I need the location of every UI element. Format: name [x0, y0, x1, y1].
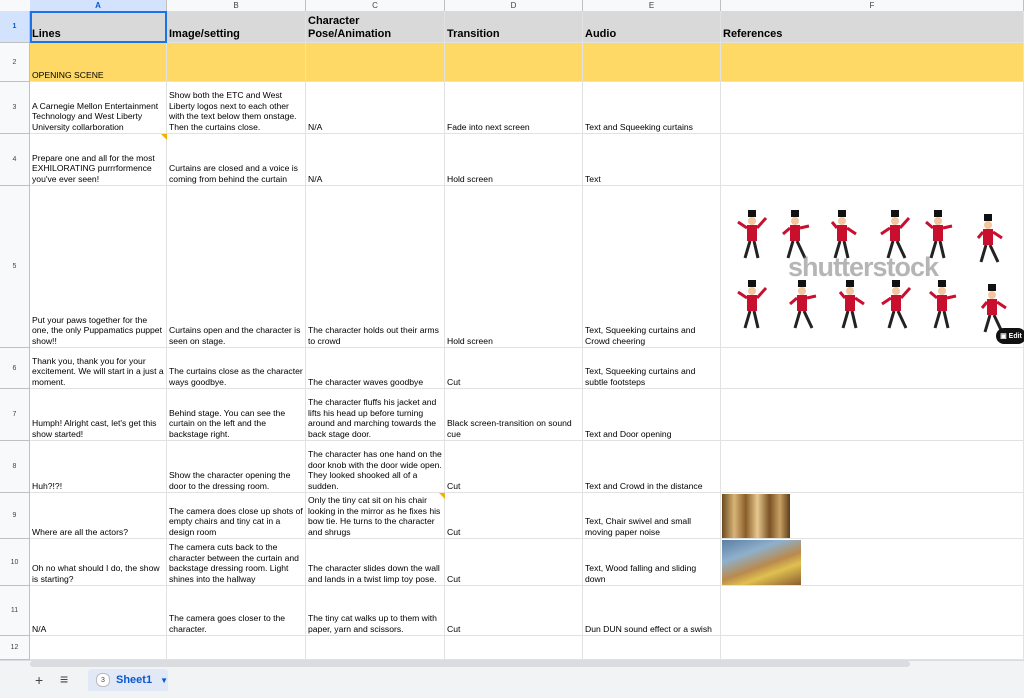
row-header-4[interactable]: 4	[0, 134, 30, 186]
cell-b-row-6[interactable]	[167, 348, 306, 389]
header-cell-pose[interactable]: Character Pose/Animation	[306, 11, 445, 43]
row-header-8[interactable]: 8	[0, 441, 30, 493]
cell-c-row-6[interactable]	[306, 348, 445, 389]
cell-e-row-3[interactable]	[583, 82, 721, 134]
cell-text: Cut	[447, 573, 461, 584]
cell-d-row-10[interactable]	[445, 539, 583, 586]
column-header-f[interactable]: F	[721, 0, 1024, 11]
cell-f-row-12[interactable]	[721, 636, 1024, 660]
cell-f-row-7[interactable]	[721, 389, 1024, 441]
cell-a-row-11[interactable]	[30, 586, 167, 636]
cell-text: Black screen-transition on sound cue	[447, 418, 572, 439]
edit-image-button[interactable]	[996, 328, 1024, 344]
ringmaster-figure	[978, 214, 1002, 262]
ringmaster-figure	[840, 280, 864, 328]
cell-e-row-5[interactable]	[583, 186, 721, 348]
cell-b-row-9[interactable]	[167, 493, 306, 539]
cell-text: The camera cuts back to the character between the curtain and backstage dressing room. Light shines into the hallway	[169, 542, 299, 584]
cell-e-row-4[interactable]	[583, 134, 721, 186]
row-header-1[interactable]: 1	[0, 11, 30, 43]
row-header-5[interactable]: 5	[0, 186, 30, 348]
cell-text: Curtains open and the character is seen on stage.	[169, 325, 301, 346]
cell-d-row-4[interactable]	[445, 134, 583, 186]
cell-text: N/A	[32, 623, 47, 634]
header-cell-audio[interactable]: Audio	[583, 11, 721, 43]
cell-d-row-5[interactable]	[445, 186, 583, 348]
section-cell[interactable]	[445, 43, 583, 82]
column-header-e[interactable]: E	[583, 0, 721, 11]
cell-c-row-7[interactable]	[306, 389, 445, 441]
sheet-tab-sheet1[interactable]	[88, 669, 168, 691]
cell-text: Text, Squeeking curtains and Crowd cheering	[585, 325, 696, 346]
ringmaster-figure	[790, 280, 816, 328]
edit-label: Edit	[1008, 332, 1022, 340]
cell-text: Huh?!?!	[32, 480, 63, 491]
cell-e-row-12[interactable]	[583, 636, 721, 660]
cell-f-row-8[interactable]	[721, 441, 1024, 493]
cell-d-row-6[interactable]	[445, 348, 583, 389]
cell-text: The camera goes closer to the character.	[169, 613, 286, 634]
ringmaster-figure	[882, 280, 910, 328]
cell-text: Cut	[447, 526, 461, 537]
ringmaster-figure	[926, 210, 952, 258]
comment-indicator[interactable]	[439, 493, 445, 499]
ringmaster-figure	[783, 210, 809, 258]
cell-e-row-7[interactable]	[583, 389, 721, 441]
cell-c-row-8[interactable]	[306, 441, 445, 493]
cell-d-row-8[interactable]	[445, 441, 583, 493]
sheet-badge: 3	[96, 673, 110, 687]
cell-text: Text	[585, 173, 601, 184]
ringmaster-figure	[832, 210, 856, 258]
cell-text: Where are all the actors?	[32, 526, 129, 537]
cell-text: The character waves goodbye	[308, 376, 424, 387]
cell-text: Prepare one and all for the most EXHILORATING purrrformence you've ever seen!	[32, 152, 155, 184]
section-cell[interactable]	[721, 43, 1024, 82]
cell-d-row-9[interactable]	[445, 493, 583, 539]
column-header-c[interactable]: C	[306, 0, 445, 11]
cell-a-row-6[interactable]	[30, 348, 167, 389]
cell-text: Show the character opening the door to the dressing room.	[169, 470, 291, 491]
cell-a-row-12[interactable]	[30, 636, 167, 660]
cell-c-row-9[interactable]	[306, 493, 445, 539]
sheet-tab-label: Sheet1	[116, 674, 153, 686]
cell-text: The tiny cat walks up to them with paper, yarn and scissors.	[308, 613, 437, 634]
cell-a-row-7[interactable]	[30, 389, 167, 441]
row-header-11[interactable]: 11	[0, 586, 30, 636]
cell-c-row-10[interactable]	[306, 539, 445, 586]
cell-c-row-5[interactable]	[306, 186, 445, 348]
cell-text: Curtains are closed and a voice is coming from behind the curtain	[169, 163, 298, 184]
cell-f-row-3[interactable]	[721, 82, 1024, 134]
header-cell-lines[interactable]: Lines	[30, 11, 167, 43]
cell-d-row-7[interactable]	[445, 389, 583, 441]
image-icon: ▣	[1000, 333, 1009, 340]
cell-e-row-10[interactable]	[583, 539, 721, 586]
cell-text: The camera does close up shots of empty chairs and tiny cat in a design room	[169, 505, 303, 537]
cell-e-row-6[interactable]	[583, 348, 721, 389]
cell-d-row-3[interactable]	[445, 82, 583, 134]
sheet-tab-bar	[0, 660, 1024, 698]
cell-text: Text and Crowd in the distance	[585, 480, 703, 491]
cell-f-row-4[interactable]	[721, 134, 1024, 186]
cell-text: Hold screen	[447, 335, 493, 346]
comment-indicator[interactable]	[161, 134, 167, 140]
cell-text: Text and Door opening	[585, 428, 672, 439]
cell-e-row-11[interactable]	[583, 586, 721, 636]
ringmaster-figure	[930, 280, 956, 328]
cell-text: Text and Squeeking curtains	[585, 121, 693, 132]
cell-text: Only the tiny cat sit on his chair looking in the mirror as he fixes his bow tie. He turns to the character and shrugs	[308, 495, 441, 537]
ringmaster-figure	[982, 284, 1006, 332]
ringmaster-figure	[738, 280, 766, 328]
cell-c-row-11[interactable]	[306, 586, 445, 636]
cell-text: Text, Wood falling and sliding down	[585, 563, 697, 584]
cell-text: The character has one hand on the door knob with the door wide open. They looked shooked all of a sudden.	[308, 449, 442, 491]
column-header-d[interactable]: D	[445, 0, 583, 11]
cell-text: N/A	[308, 121, 323, 132]
cell-text: Fade into next screen	[447, 121, 530, 132]
cell-b-row-4[interactable]	[167, 134, 306, 186]
cell-d-row-11[interactable]	[445, 586, 583, 636]
cell-f-row-11[interactable]	[721, 586, 1024, 636]
cell-text: Put your paws together for the one, the only Puppamatics puppet show!!	[32, 314, 162, 346]
row-header-3[interactable]: 3	[0, 82, 30, 134]
column-header-b[interactable]: B	[167, 0, 306, 11]
reference-photo-toy-pose[interactable]	[722, 540, 801, 585]
cell-f-row-6[interactable]	[721, 348, 1024, 389]
cell-text: The character slides down the wall and lands in a twist limp toy pose.	[308, 563, 440, 584]
cell-b-row-7[interactable]	[167, 389, 306, 441]
all-sheets-menu-icon[interactable]: ≡	[60, 671, 69, 687]
cell-text: Text, Chair swivel and small moving paper noise	[585, 516, 692, 537]
row-header-7[interactable]: 7	[0, 389, 30, 441]
cell-b-row-5[interactable]	[167, 186, 306, 348]
cell-text: Humph! Alright cast, let's get this show started!	[32, 418, 157, 439]
cell-d-row-12[interactable]	[445, 636, 583, 660]
cell-c-row-12[interactable]	[306, 636, 445, 660]
section-cell[interactable]	[167, 43, 306, 82]
header-cell-references[interactable]: References	[721, 11, 1024, 43]
cell-text: Cut	[447, 376, 461, 387]
cell-text: N/A	[308, 173, 323, 184]
row-header-9[interactable]: 9	[0, 493, 30, 539]
horizontal-scrollbar[interactable]	[30, 661, 910, 667]
cell-a-row-3[interactable]	[30, 82, 167, 134]
add-sheet-icon[interactable]: +	[35, 672, 44, 688]
cell-b-row-8[interactable]	[167, 441, 306, 493]
row-header-6[interactable]: 6	[0, 348, 30, 389]
row-header-12[interactable]: 12	[0, 636, 30, 660]
section-cell[interactable]	[306, 43, 445, 82]
ringmaster-figure	[738, 210, 766, 258]
cell-text: Oh no what should I do, the show is starting?	[32, 563, 160, 584]
cell-text: Cut	[447, 623, 461, 634]
cell-b-row-12[interactable]	[167, 636, 306, 660]
cell-a-row-9[interactable]	[30, 493, 167, 539]
header-cell-image[interactable]: Image/setting	[167, 11, 306, 43]
watermark-text: shutterstock	[788, 252, 939, 282]
cell-c-row-3[interactable]	[306, 82, 445, 134]
caret-down-icon[interactable]: ▼	[160, 675, 168, 685]
ringmaster-figure	[881, 210, 909, 258]
cell-text: Text, Squeeking curtains and subtle footsteps	[585, 366, 696, 387]
section-cell[interactable]	[583, 43, 721, 82]
cell-e-row-9[interactable]	[583, 493, 721, 539]
cell-text: Behind stage. You can see the curtain on the left and the backstage right.	[169, 407, 286, 439]
cell-a-row-4[interactable]	[30, 134, 167, 186]
row-header-10[interactable]: 10	[0, 539, 30, 586]
cell-a-row-10[interactable]	[30, 539, 167, 586]
cell-a-row-8[interactable]	[30, 441, 167, 493]
cell-text: Show both the ETC and West Liberty logos next to each other with the text below them onstage. Then the curtains close.	[169, 90, 297, 132]
cell-text: Hold screen	[447, 173, 493, 184]
cell-b-row-10[interactable]	[167, 539, 306, 586]
header-cell-transition[interactable]: Transition	[445, 11, 583, 43]
cell-e-row-8[interactable]	[583, 441, 721, 493]
cell-text: The character holds out their arms to crowd	[308, 325, 439, 346]
reference-image-ringmaster[interactable]	[730, 200, 1020, 346]
cell-text: Cut	[447, 480, 461, 491]
cell-text: The curtains close as the character ways goodbye.	[169, 366, 303, 387]
row-header-2[interactable]: 2	[0, 43, 30, 82]
cell-text: Dun DUN sound effect or a swish	[585, 623, 712, 634]
cell-text: Thank you, thank you for your excitement. We will start in a just a moment.	[32, 355, 164, 387]
cell-c-row-4[interactable]	[306, 134, 445, 186]
cell-text: A Carnegie Mellon Entertainment Technology and West Liberty University collarboration	[32, 100, 159, 132]
reference-photo-dressing-room[interactable]	[722, 494, 790, 538]
section-cell-opening[interactable]: OPENING SCENE	[30, 43, 167, 82]
cell-a-row-5[interactable]	[30, 186, 167, 348]
column-header-a[interactable]: A	[30, 0, 167, 11]
cell-b-row-3[interactable]	[167, 82, 306, 134]
cell-b-row-11[interactable]	[167, 586, 306, 636]
cell-text: The character fluffs his jacket and lifts his head up before turning around and marching towards the back stage door.	[308, 397, 437, 439]
